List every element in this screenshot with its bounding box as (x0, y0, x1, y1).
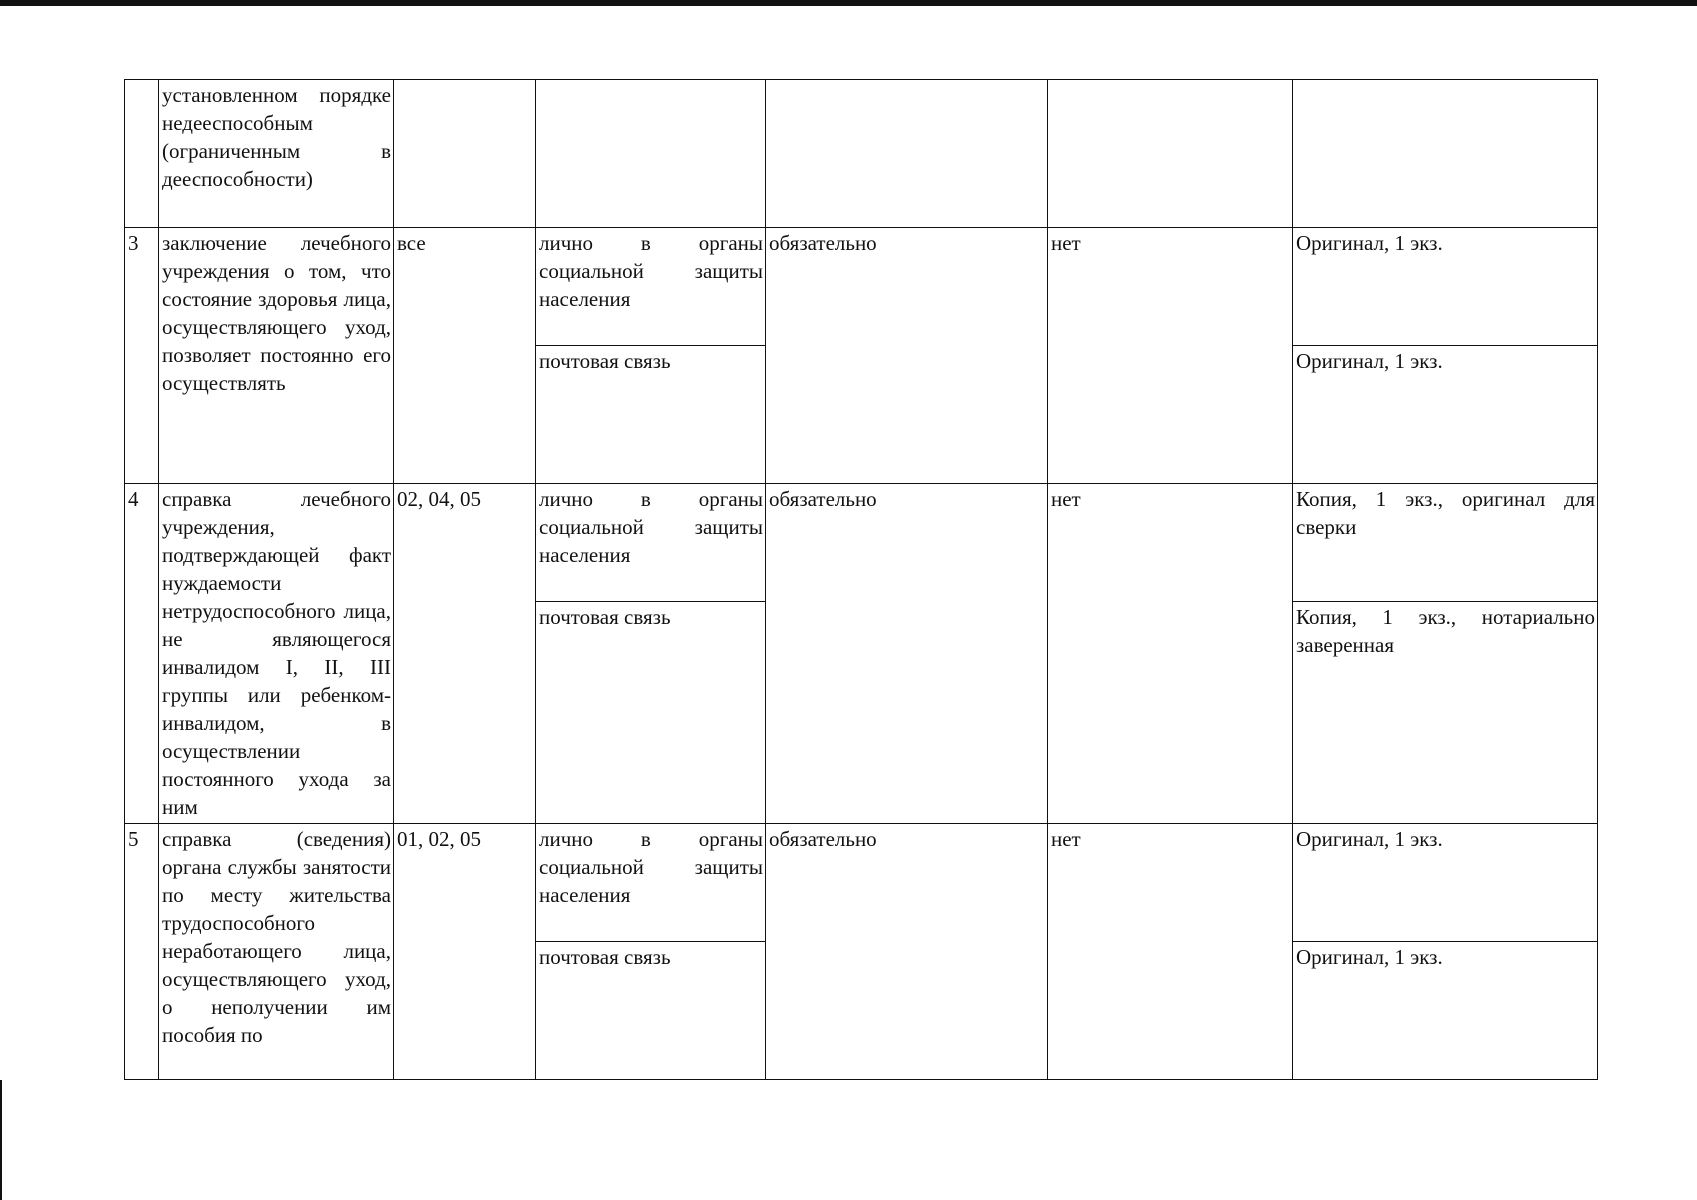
applicant-category-cell: все (394, 228, 536, 484)
document-form-cell: Копия, 1 экз., оригинал для сверки (1293, 484, 1598, 602)
required-cell: обязательно (766, 484, 1048, 824)
row-number-cell: 5 (125, 824, 159, 1080)
document-name-cell: заключение лечебного учреждения о том, что состояние здоровья лица, осуществляющего уход, позволяет постоянно его осуществлять (159, 228, 394, 484)
document-name-cell: установленном порядке недееспособным (ограниченным в дееспособности) (159, 80, 394, 228)
top-border-rule (0, 0, 1697, 6)
document-form-cell (1293, 80, 1598, 228)
left-margin-mark (0, 1080, 2, 1200)
document-name-cell: справка (сведения) органа службы занятости по месту жительства трудоспособного неработающего лица, осуществляющего уход, о неполучении им пособия по (159, 824, 394, 1080)
document-name-cell: справка лечебного учреждения, подтверждающей факт нуждаемости нетрудоспособного лица, не являющегося инвалидом I, II, III группы или ребенком-инвалидом, в осуществлении постоянного ухода за ним (159, 484, 394, 824)
submission-method-cell: лично в органы социальной защиты населения (536, 824, 766, 942)
submission-method-cell: почтовая связь (536, 942, 766, 1080)
required-cell: обязательно (766, 824, 1048, 1080)
submission-method-cell: лично в органы социальной защиты населения (536, 228, 766, 346)
table-row (125, 484, 1598, 602)
interagency-cell (1048, 80, 1293, 228)
required-cell (766, 80, 1048, 228)
document-form-cell: Оригинал, 1 экз. (1293, 228, 1598, 346)
submission-method-cell: лично в органы социальной защиты населения (536, 484, 766, 602)
table-row (125, 824, 1598, 942)
interagency-cell: нет (1048, 824, 1293, 1080)
submission-method-cell (536, 80, 766, 228)
row-number-cell: 3 (125, 228, 159, 484)
applicant-category-cell (394, 80, 536, 228)
interagency-cell: нет (1048, 228, 1293, 484)
submission-method-cell: почтовая связь (536, 346, 766, 484)
row-number-cell: 4 (125, 484, 159, 824)
applicant-category-cell: 01, 02, 05 (394, 824, 536, 1080)
document-form-cell: Оригинал, 1 экз. (1293, 942, 1598, 1080)
row-number-cell (125, 80, 159, 228)
table-row (125, 228, 1598, 346)
document-form-cell: Оригинал, 1 экз. (1293, 824, 1598, 942)
documents-table (124, 79, 1598, 1080)
table-row (125, 80, 1598, 228)
interagency-cell: нет (1048, 484, 1293, 824)
required-cell: обязательно (766, 228, 1048, 484)
document-form-cell: Копия, 1 экз., нотариально заверенная (1293, 602, 1598, 824)
document-form-cell: Оригинал, 1 экз. (1293, 346, 1598, 484)
applicant-category-cell: 02, 04, 05 (394, 484, 536, 824)
submission-method-cell: почтовая связь (536, 602, 766, 824)
